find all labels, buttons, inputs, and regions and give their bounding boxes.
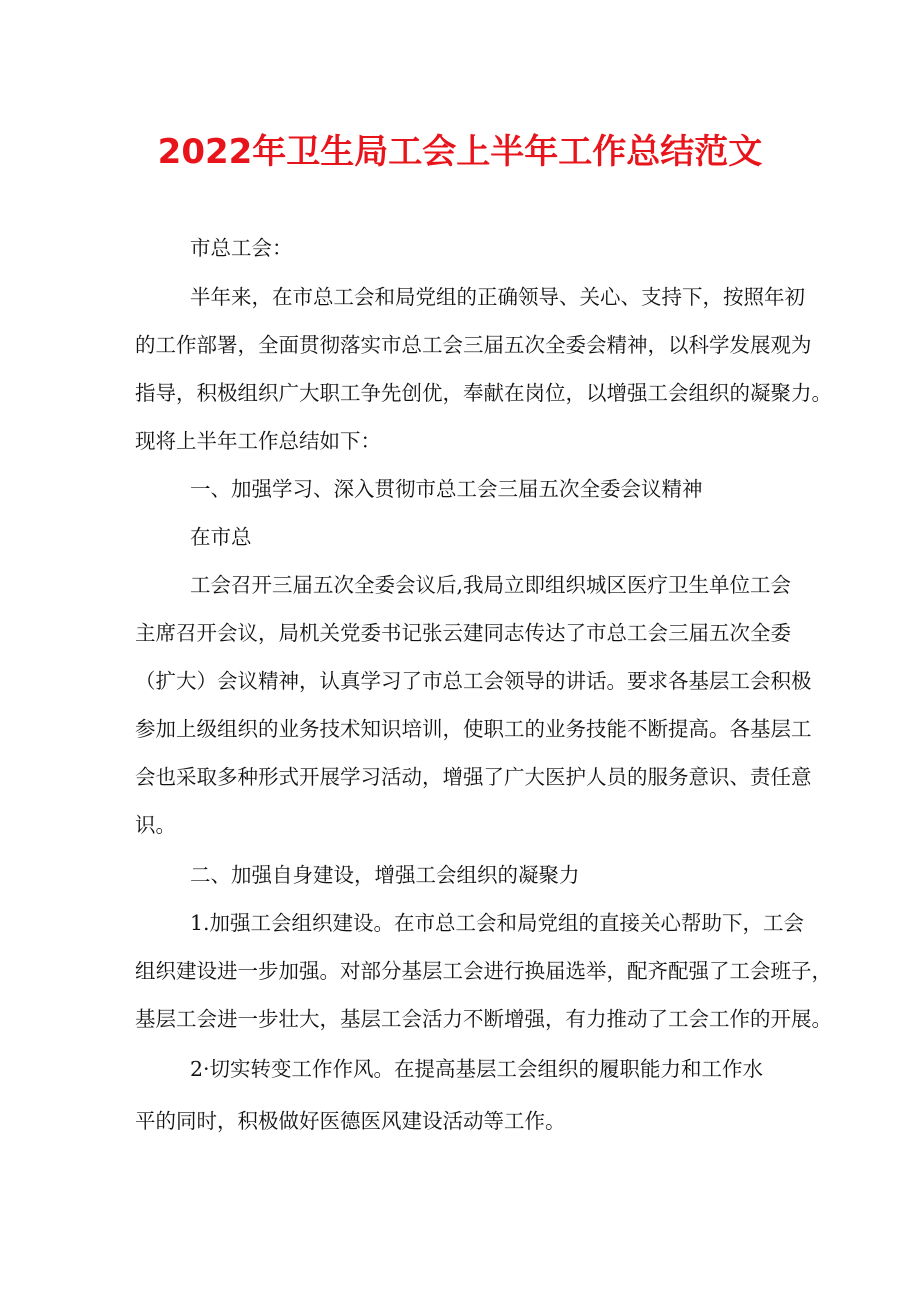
paragraph-line: 指导，积极组织广大职工争先创优，奉献在岗位，以增强工会组织的凝聚力。	[135, 381, 832, 405]
paragraph-line: 参加上级组织的业务技术知识培训，使职工的业务技能不断提高。各基层工	[135, 717, 812, 741]
document-title: 2022年卫生局工会上半年工作总结范文	[157, 132, 763, 172]
paragraph-line: 会也采取多种形式开展学习活动，增强了广大医护人员的服务意识、责任意	[135, 765, 812, 789]
paragraph-line: 基层工会进一步壮大，基层工会活力不断增强，有力推动了工会工作的开展。	[135, 1007, 832, 1031]
paragraph-line: 半年来，在市总工会和局党组的正确领导、关心、支持下，按照年初	[190, 285, 805, 309]
paragraph-line: 1.加强工会组织建设。在市总工会和局党组的直接关心帮助下，工会	[190, 911, 805, 935]
section-heading: 二、加强自身建设，增强工会组织的凝聚力	[190, 863, 580, 887]
paragraph-line: 组织建设进一步加强。对部分基层工会进行换届选举，配齐配强了工会班子，	[135, 959, 832, 983]
paragraph-line: 2·切实转变工作作风。在提高基层工会组织的履职能力和工作水	[190, 1057, 764, 1081]
paragraph-line: 识。	[135, 813, 176, 837]
paragraph-line: 的工作部署，全面贯彻落实市总工会三届五次全委会精神，以科学发展观为	[135, 333, 812, 357]
salutation: 市总工会：	[190, 236, 293, 260]
paragraph-line: 在市总	[190, 525, 252, 549]
paragraph-line: 平的同时，积极做好医德医风建设活动等工作。	[135, 1109, 566, 1133]
section-heading: 一、加强学习、深入贯彻市总工会三届五次全委会议精神	[190, 477, 703, 501]
paragraph-line: （扩大）会议精神，认真学习了市总工会领导的讲话。要求各基层工会积极	[135, 669, 812, 693]
paragraph-line: 工会召开三届五次全委会议后,我局立即组织城区医疗卫生单位工会	[190, 573, 792, 597]
paragraph-line: 主席召开会议，局机关党委书记张云建同志传达了市总工会三届五次全委	[135, 621, 791, 645]
paragraph-line: 现将上半年工作总结如下：	[135, 429, 381, 453]
